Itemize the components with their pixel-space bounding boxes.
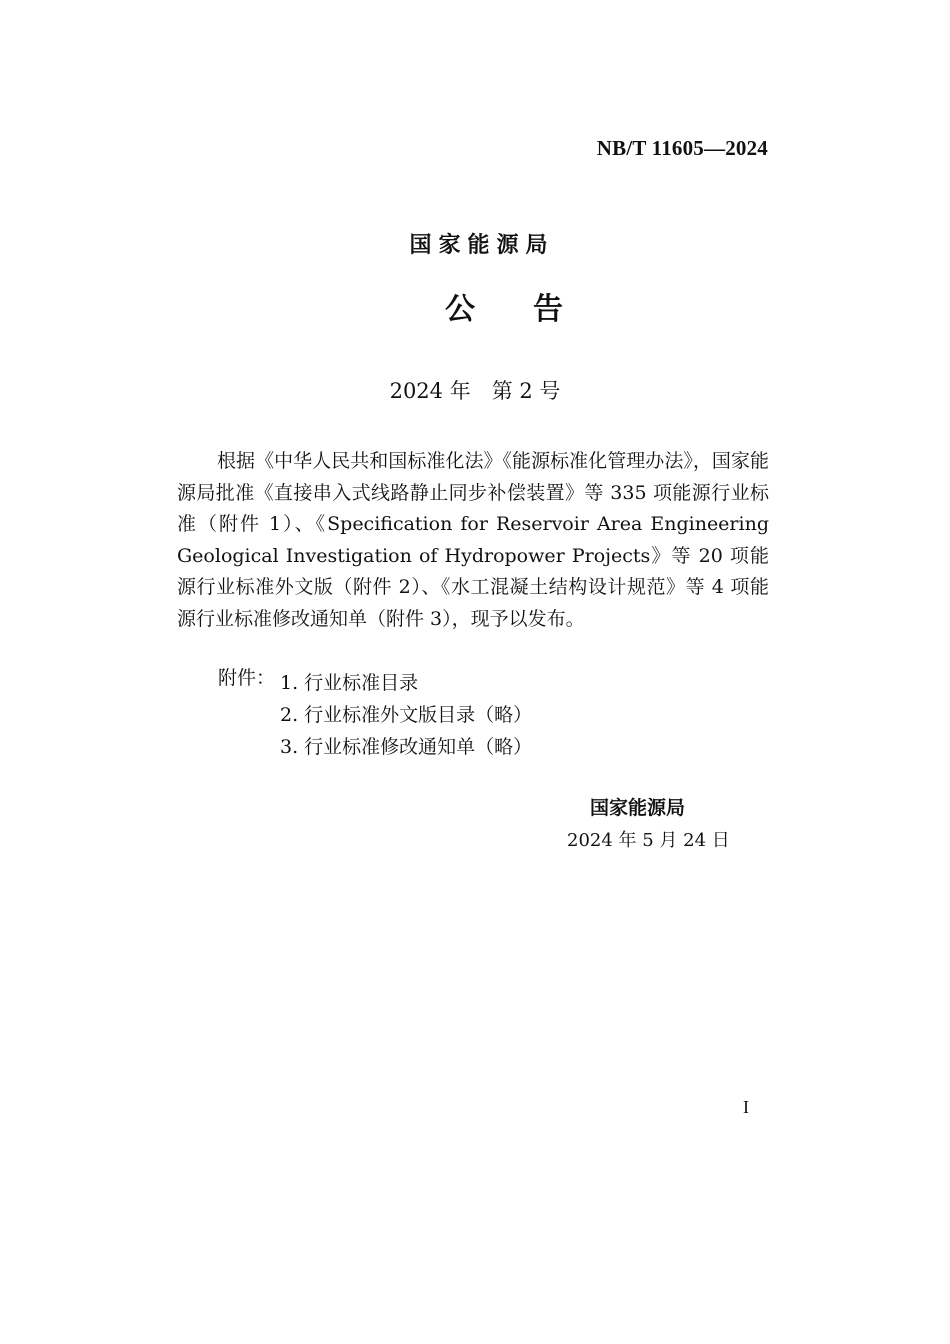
attachment-item: 2. 行业标准外文版目录（略）	[280, 704, 533, 726]
signature-issuer: 国家能源局	[590, 797, 686, 819]
standard-code: NB/T 11605—2024	[596, 136, 768, 160]
attachment-label: 附件：	[218, 667, 276, 689]
attachment-item: 1. 行业标准目录	[280, 672, 419, 694]
notice-body: 根据《中华人民共和国标准化法》《能源标准化管理办法》，国家能源局批准《直接串入式线路静止同步补偿装置》等 335 项能源行业标准（附件 1）、《Specification for Reservoir Area Engineering Geological Investigation of Hydropower Projects》等 20 项能源行业标准外文版（附件 2）、《水工混凝土结构设计规范》等 4 项能源行业标准修改通知单（附件 3），现予以发布。	[177, 450, 769, 630]
issuer-title: 国家能源局	[409, 233, 555, 258]
issue-number: 2024 年 第 2 号	[389, 379, 561, 403]
document-type-title: 公告	[445, 292, 621, 327]
attachment-item: 3. 行业标准修改通知单（略）	[280, 736, 533, 758]
page-number: I	[743, 1097, 749, 1117]
signature-date: 2024 年 5 月 24 日	[567, 830, 730, 851]
